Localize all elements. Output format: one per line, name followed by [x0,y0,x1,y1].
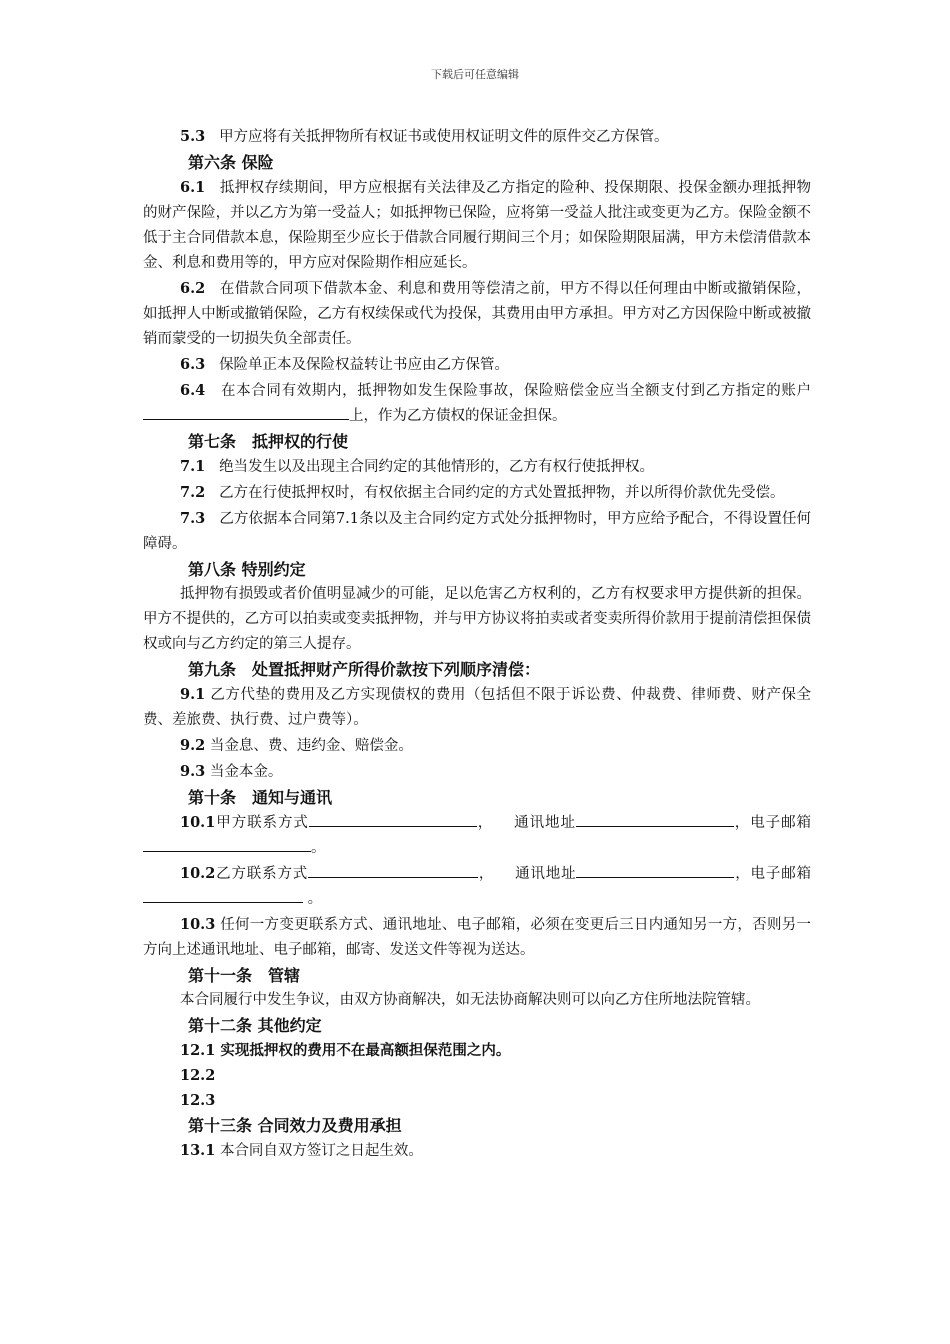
clause-text: 实现抵押权的费用不在最高额担保范围之内。 [220,1042,511,1059]
address-label: 通讯地址 [513,815,576,831]
clause-6-4 [143,378,811,429]
clause-10-1 [143,810,811,861]
clause-6-2 [143,276,811,352]
clause-text: 当金息、费、违约金、赔偿金。 [209,738,413,754]
separator: ， [476,815,494,831]
clause-number: 6.4 [180,382,206,399]
clause-text: 本合同自双方签订之日起生效。 [219,1143,423,1159]
email-label: ，电子 [733,815,782,831]
clause-text: 保险单正本及保险权益转让书应由乙方保管。 [219,357,510,373]
clause-number: 10.3 [180,916,216,933]
clause-7-1 [143,454,811,480]
page-header: 下载后可任意编辑 [431,68,519,81]
clause-12-1 [143,1038,811,1063]
article-10-heading: 第十条 通知与通讯 [188,788,333,807]
clause-text: 乙方代垫的费用及乙方实现债权的费用（包括但不限于诉讼费、仲裁费、律师费、财产保全费、差旅费、执行费、过户费等）。 [143,687,811,728]
period: 。 [307,891,323,907]
separator: ， [478,866,495,882]
email-label: 邮箱 [781,815,812,831]
clause-text: 乙方在行使抵押权时，有权依据主合同约定的方式处置抵押物，并以所得价款优先受偿。 [219,485,785,501]
clause-9-1 [143,682,811,733]
article-6-heading: 第六条 保险 [188,153,274,172]
clause-9-2 [143,733,811,759]
clause-text: 抵押权存续期间，甲方应根据有关法律及乙方指定的险种、投保期限、投保金额办理抵押物的财产保险，并以乙方为第一受益人；如抵押物已保险，应将第一受益人批注或变更为乙方。保险金额不低于主合同借款本息，保险期至少应长于借款合同履行期间三个月；如保险期限届满，甲方未偿清借款本金、利息和费用等的，甲方应对保险期作相应延长。 [143,180,812,271]
clause-number: 7.1 [180,458,206,475]
account-blank[interactable] [143,404,349,420]
clause-number: 7.3 [180,510,206,527]
party-b-address-blank[interactable] [576,862,734,878]
clause-text: 任何一方变更联系方式、通讯地址、电子邮箱，必须在变更后三日内通知另一方，否则另一方向上述通讯地址、电子邮箱，邮寄、发送文件等视为送达。 [143,917,812,958]
clause-text: 在借款合同项下借款本金、利息和费用等偿清之前，甲方不得以任何理由中断或撤销保险，如抵押人中断或撤销保险，乙方有权续保或代为投保，其费用由甲方承担。甲方对乙方因保险中断或被撤销而蒙受的一切损失负全部责任。 [143,281,812,347]
clause-6-3 [143,352,811,378]
clause-text: 绝当发生以及出现主合同约定的其他情形的，乙方有权行使抵押权。 [219,459,655,475]
email-label: 邮箱 [781,866,812,882]
clause-number: 10.2 [180,865,216,882]
clause-number: 13.1 [180,1142,216,1159]
clause-number: 9.2 [180,737,206,754]
article-11-heading: 第十一条 管辖 [188,966,301,985]
article-8-heading: 第八条 特别约定 [188,560,306,579]
clause-number: 6.1 [180,179,206,196]
period: 。 [311,840,326,856]
clause-number: 6.2 [180,280,206,297]
document-body [143,124,811,1164]
article-9-heading: 第九条 处置抵押财产所得价款按下列顺序清偿： [188,660,541,679]
clause-13-1 [143,1138,811,1164]
contact-label: 甲方联系方式 [215,815,309,831]
article-7-heading: 第七条 抵押权的行使 [188,432,349,451]
email-label: ，电子 [734,866,782,882]
clause-number: 7.2 [180,484,206,501]
article-13-heading: 第十三条 合同效力及费用承担 [188,1116,402,1135]
clause-number: 12.3 [180,1092,216,1109]
clause-number: 9.1 [180,686,206,703]
article-11-text: 本合同履行中发生争议，由双方协商解决，如无法协商解决则可以向乙方住所地法院管辖。 [180,992,760,1008]
clause-9-3 [143,759,811,785]
party-a-address-blank[interactable] [576,811,734,827]
clause-6-1 [143,175,811,276]
clause-number: 9.3 [180,763,206,780]
address-label: 通讯地址 [514,866,577,882]
contact-label: 乙方联系方式 [215,866,309,882]
clause-12-2 [143,1063,811,1088]
clause-7-3 [143,506,811,557]
party-a-contact-blank[interactable] [309,811,477,827]
clause-text: 甲方应将有关抵押物所有权证书或使用权证明文件的原件交乙方保管。 [219,129,669,145]
party-a-email-blank[interactable] [143,836,311,852]
clause-10-3 [143,912,811,963]
clause-number: 10.1 [180,814,216,831]
clause-5-3 [143,124,811,150]
clause-7-2 [143,480,811,506]
clause-text: 当金本金。 [209,764,283,780]
party-b-email-blank[interactable] [143,887,303,903]
article-8-text: 抵押物有损毁或者价值明显减少的可能，足以危害乙方权利的，乙方有权要求甲方提供新的担保。甲方不提供的，乙方可以拍卖或变卖抵押物，并与甲方协议将拍卖或者变卖所得价款用于提前清偿担保债权或向与乙方约定的第三人提存。 [143,586,811,652]
clause-text: 上，作为乙方债权的保证金担保。 [349,408,567,424]
clause-12-3 [143,1088,811,1113]
clause-text: 乙方依据本合同第7.1条以及主合同约定方式处分抵押物时，甲方应给予配合，不得设置任何障碍。 [143,511,812,552]
clause-10-2 [143,861,811,912]
clause-text: 在本合同有效期内，抵押物如发生保险事故，保险赔偿金应当全额支付到乙方指定的账户 [221,383,811,399]
party-b-contact-blank[interactable] [308,862,478,878]
clause-number: 12.1 [180,1042,216,1059]
clause-number: 12.2 [180,1067,216,1084]
clause-number: 5.3 [180,128,206,145]
clause-number: 6.3 [180,356,206,373]
article-12-heading: 第十二条 其他约定 [188,1016,322,1035]
